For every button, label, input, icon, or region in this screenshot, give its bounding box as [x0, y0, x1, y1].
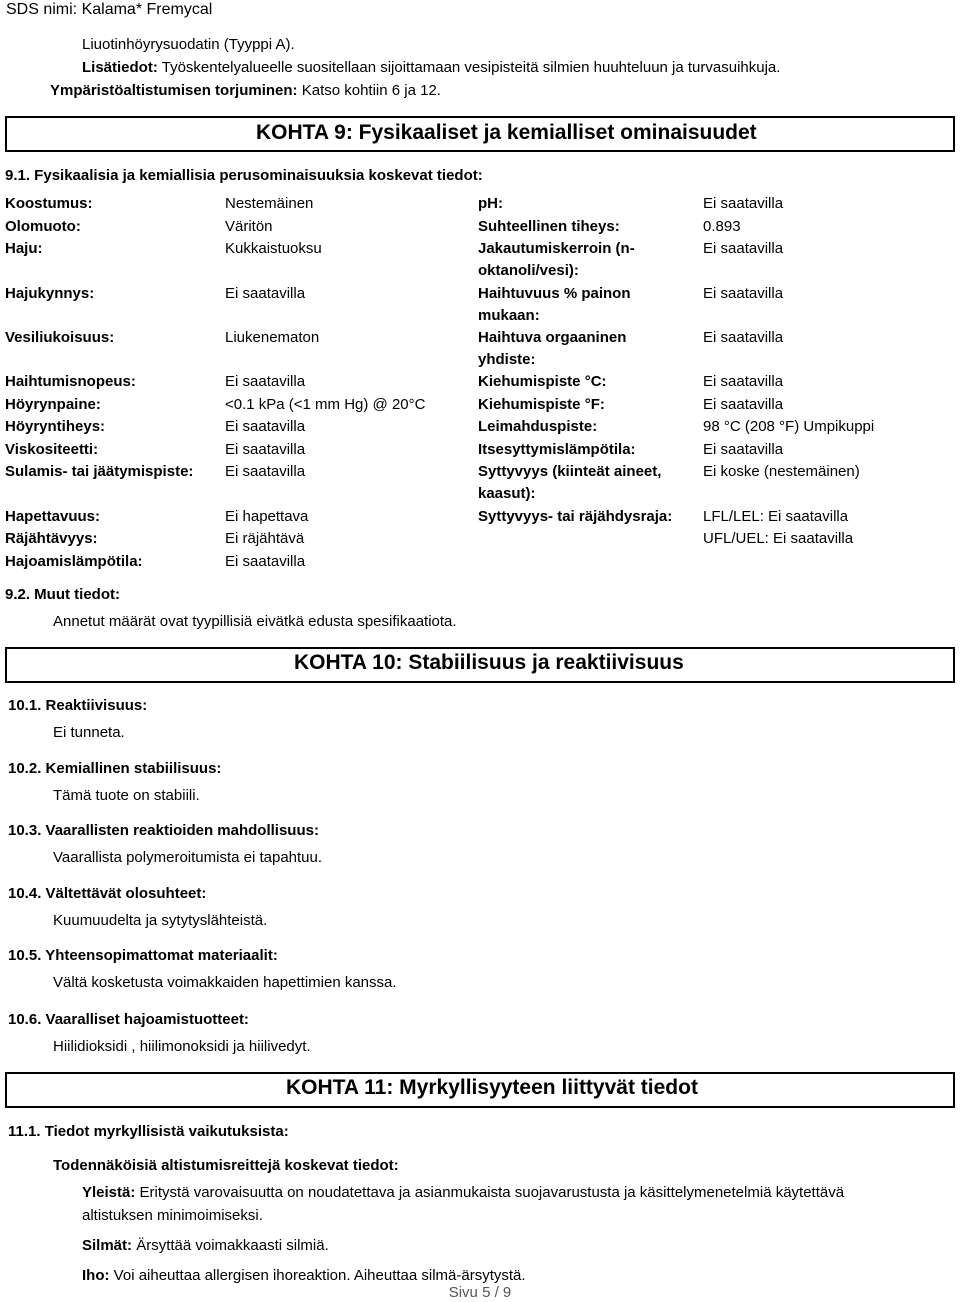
property-label: Suhteellinen tiheys: — [478, 218, 620, 235]
iho-line — [82, 1267, 526, 1285]
property-label: Haihtuva orgaaninen yhdiste: — [478, 329, 627, 368]
property-value: Ei saatavilla — [225, 553, 306, 570]
property-value: Ei saatavilla — [225, 463, 306, 480]
section-10-2-text: Tämä tuote on stabiili. — [53, 787, 200, 804]
property-row — [0, 394, 960, 416]
property-label: Syttyvyys (kiinteät aineet, kaasut): — [478, 463, 662, 502]
section-10-6-heading: 10.6. Vaaralliset hajoamistuotteet: — [8, 1011, 249, 1028]
property-label: Vesiliukoisuus: — [5, 329, 115, 346]
section-10-1-heading: 10.1. Reaktiivisuus: — [8, 697, 148, 714]
property-value: Ei saatavilla — [703, 441, 784, 458]
exposure-routes-heading: Todennäköisiä altistumisreittejä koskevat tiedot: — [53, 1157, 399, 1174]
top-line-1: Liuotinhöyrysuodatin (Tyyppi A). — [82, 36, 295, 53]
property-value: Ei saatavilla — [703, 195, 784, 212]
section-10-5-text: Vältä kosketusta voimakkaiden hapettimien kanssa. — [53, 974, 397, 991]
property-label: Kiehumispiste °C: — [478, 373, 607, 390]
property-row — [0, 371, 960, 393]
property-value: Ei saatavilla — [703, 396, 784, 413]
property-value: 98 °C (208 °F) Umpikuppi — [703, 418, 875, 435]
yleista-text: Eritystä varovaisuutta on noudatettava ja asianmukaista suojavarustusta ja käsittelymenetelmiä käytettävä — [139, 1184, 845, 1201]
page-number: Sivu 5 / 9 — [448, 1284, 512, 1301]
property-label: pH: — [478, 195, 503, 212]
lisatiedot-line — [82, 59, 780, 77]
section-9-1-heading: 9.1. Fysikaalisia ja kemiallisia perusominaisuuksia koskevat tiedot: — [5, 167, 483, 184]
property-row — [0, 193, 960, 215]
property-value: Väritön — [225, 218, 273, 235]
property-row — [0, 216, 960, 238]
property-label: Haju: — [5, 240, 43, 257]
section-11-title: KOHTA 11: Myrkyllisyyteen liittyvät tiedot — [280, 1075, 704, 1101]
property-label: Kiehumispiste °F: — [478, 396, 605, 413]
property-label: Hapettavuus: — [5, 508, 101, 525]
property-value: Ei räjähtävä — [225, 530, 305, 547]
property-value: Ei saatavilla — [703, 329, 784, 346]
lisatiedot-text: Työskentelyalueelle suositellaan sijoittamaan vesipisteitä silmien huuhteluun ja turvasuihkuja. — [161, 59, 781, 76]
silmat-line — [82, 1237, 329, 1255]
property-label: Haihtumisnopeus: — [5, 373, 136, 390]
property-value: Ei saatavilla — [225, 285, 306, 302]
section-11-1-heading: 11.1. Tiedot myrkyllisistä vaikutuksista: — [8, 1123, 289, 1140]
property-value: Liukenematon — [225, 329, 320, 346]
property-label: Leimahduspiste: — [478, 418, 598, 435]
section-10-4-heading: 10.4. Vältettävät olosuhteet: — [8, 885, 207, 902]
lisatiedot-label: Lisätiedot: — [82, 59, 158, 76]
property-row — [0, 461, 960, 502]
iho-text: Voi aiheuttaa allergisen ihoreaktion. Aiheuttaa silmä-ärsytystä. — [113, 1267, 526, 1284]
yleista-text-2: altistuksen minimoimiseksi. — [82, 1207, 263, 1224]
section-10-title: KOHTA 10: Stabiilisuus ja reaktiivisuus — [288, 650, 690, 676]
section-9-2-text: Annetut määrät ovat tyypillisiä eivätkä edusta spesifikaatiota. — [53, 613, 457, 630]
property-label: Höyryntiheys: — [5, 418, 106, 435]
iho-label: Iho: — [82, 1267, 110, 1284]
property-value: <0.1 kPa (<1 mm Hg) @ 20°C — [225, 396, 426, 413]
property-value: Ei hapettava — [225, 508, 309, 525]
property-row — [0, 283, 960, 324]
property-value: Ei saatavilla — [703, 240, 784, 257]
property-value: Ei saatavilla — [225, 418, 306, 435]
property-label: Höyrynpaine: — [5, 396, 101, 413]
property-row — [0, 416, 960, 438]
section-10-6-text: Hiilidioksidi , hiilimonoksidi ja hiilivedyt. — [53, 1038, 311, 1055]
document-header: SDS nimi: Kalama* Fremycal — [6, 1, 213, 18]
property-row — [0, 439, 960, 461]
yleista-line — [82, 1184, 844, 1202]
property-label: Sulamis- tai jäätymispiste: — [5, 463, 194, 480]
property-label: Hajoamislämpötila: — [5, 553, 143, 570]
property-value: Ei saatavilla — [703, 285, 784, 302]
section-10-5-heading: 10.5. Yhteensopimattomat materiaalit: — [8, 947, 278, 964]
section-10-3-heading: 10.3. Vaarallisten reaktioiden mahdollisuus: — [8, 822, 319, 839]
ymparisto-text: Katso kohtiin 6 ja 12. — [301, 82, 441, 99]
silmat-text: Ärsyttää voimakkaasti silmiä. — [136, 1237, 329, 1254]
property-label: Viskositeetti: — [5, 441, 99, 458]
property-row — [0, 506, 960, 528]
property-value: Ei saatavilla — [703, 373, 784, 390]
section-10-4-text: Kuumuudelta ja sytytyslähteistä. — [53, 912, 268, 929]
property-row — [0, 528, 960, 550]
property-value: 0.893 — [703, 218, 741, 235]
section-9-title: KOHTA 9: Fysikaaliset ja kemialliset ominaisuudet — [250, 120, 763, 146]
yleista-label: Yleistä: — [82, 1184, 136, 1201]
property-value: Ei saatavilla — [225, 441, 306, 458]
section-10-3-text: Vaarallista polymeroitumista ei tapahtuu. — [53, 849, 323, 866]
property-label: Haihtuvuus % painon mukaan: — [478, 285, 631, 324]
property-value: Ei saatavilla — [225, 373, 306, 390]
property-label: Räjähtävyys: — [5, 530, 98, 547]
property-label: Jakautumiskerroin (n-oktanoli/vesi): — [478, 240, 635, 279]
property-value: UFL/UEL: Ei saatavilla — [703, 530, 854, 547]
property-label: Hajukynnys: — [5, 285, 95, 302]
section-9-2-heading: 9.2. Muut tiedot: — [5, 586, 120, 603]
section-10-1-text: Ei tunneta. — [53, 724, 125, 741]
property-value: Nestemäinen — [225, 195, 314, 212]
property-value: Ei koske (nestemäinen) — [703, 463, 860, 480]
property-row — [0, 327, 960, 368]
silmat-label: Silmät: — [82, 1237, 133, 1254]
property-value: LFL/LEL: Ei saatavilla — [703, 508, 849, 525]
property-row — [0, 551, 960, 573]
property-label: Syttyvyys- tai räjähdysraja: — [478, 508, 673, 525]
property-label: Olomuoto: — [5, 218, 81, 235]
property-value: Kukkaistuoksu — [225, 240, 322, 257]
section-10-2-heading: 10.2. Kemiallinen stabiilisuus: — [8, 760, 222, 777]
property-label: Itsesyttymislämpötila: — [478, 441, 636, 458]
property-row — [0, 238, 960, 279]
ymparisto-label: Ympäristöaltistumisen torjuminen: — [50, 82, 298, 99]
ymparisto-line — [50, 82, 441, 100]
property-label: Koostumus: — [5, 195, 93, 212]
